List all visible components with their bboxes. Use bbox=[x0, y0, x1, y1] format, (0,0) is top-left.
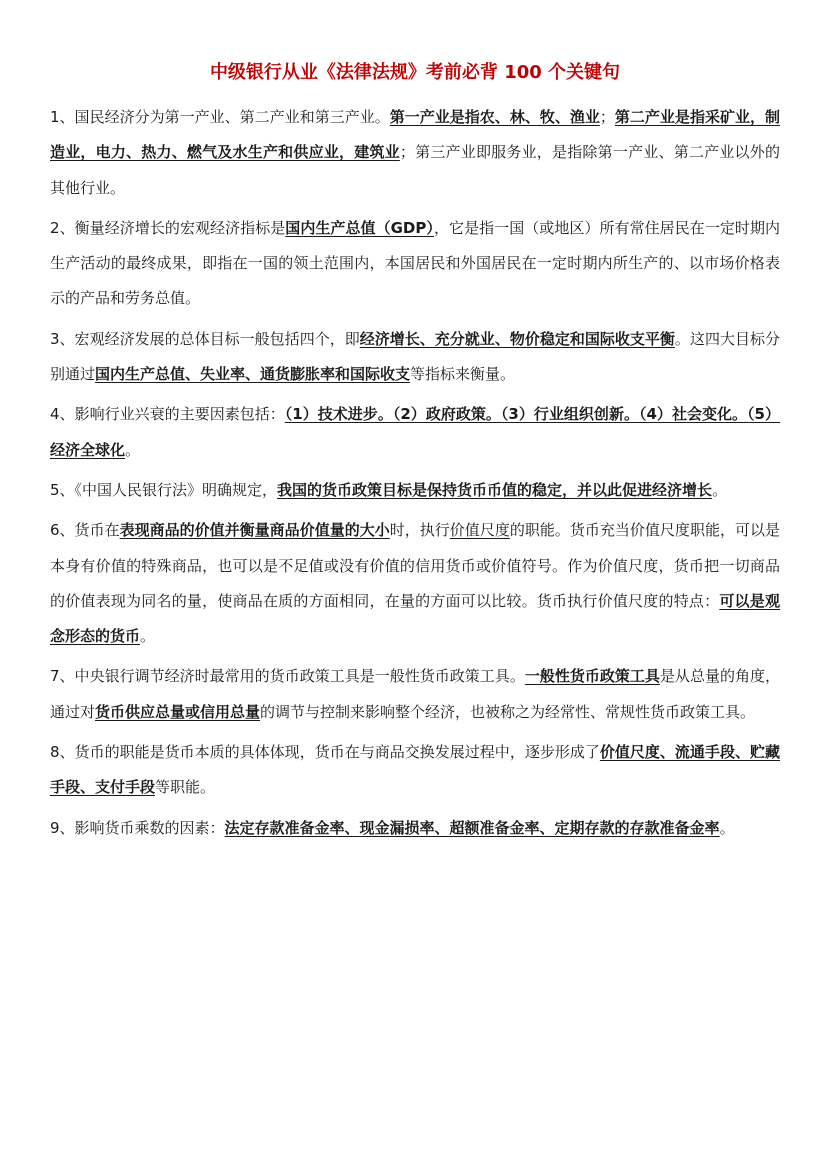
segment: 。 bbox=[719, 818, 735, 837]
segment: 8、货币的职能是货币本质的具体体现，货币在与商品交换发展过程中，逐步形成了 bbox=[50, 743, 600, 762]
segment-emphasis: 经济增长、充分就业、物价稳定和国际收支平衡 bbox=[359, 329, 675, 348]
segment-emphasis: 表现商品的价值并衡量商品价值量的大小 bbox=[119, 521, 390, 540]
segment: 。这四大目标分别通过 bbox=[50, 329, 780, 384]
key-point-6 bbox=[50, 513, 780, 654]
key-point-7 bbox=[50, 659, 780, 730]
key-point-9 bbox=[50, 811, 780, 846]
key-point-2 bbox=[50, 211, 780, 317]
segment: ，它是指一国（或地区）所有常住居民在一定时期内生产活动的最终成果，即指在一国的领土范围内，本国居民和外国居民在一定时期内所生产的、以市场价格表示的产品和劳务总值。 bbox=[50, 218, 781, 308]
segment-emphasis: 一般性货币政策工具 bbox=[524, 667, 660, 686]
segment: 的职能。货币充当价值尺度职能，可以是本身有价值的特殊商品，也可以是不足值或没有价值的信用货币或价值符号。作为价值尺度，货币把一切商品的价值表现为同名的量，使商品在质的方面相同，在量的方面可以比较。货币执行价值尺度的特点： bbox=[50, 521, 780, 610]
segment: 4、影响行业兴衰的主要因素包括： bbox=[50, 405, 285, 424]
segment: 等指标来衡量。 bbox=[410, 365, 516, 384]
segment-underline: 价值尺度 bbox=[449, 521, 510, 540]
segment: 1、国民经济分为第一产业、第二产业和第三产业。 bbox=[50, 108, 390, 126]
segment-emphasis: 国内生产总值、失业率、通货膨胀率和国际收支 bbox=[95, 365, 411, 384]
segment: 9、影响货币乘数的因素： bbox=[50, 818, 225, 837]
segment: 等职能。 bbox=[155, 778, 216, 797]
segment: 7、中央银行调节经济时最常用的货币政策工具是一般性货币政策工具。 bbox=[50, 667, 525, 686]
segment: 2、衡量经济增长的宏观经济指标是 bbox=[50, 218, 286, 237]
segment: 3、宏观经济发展的总体目标一般包括四个，即 bbox=[50, 329, 360, 348]
segment: 的调节与控制来影响整个经济，也被称之为经常性、常规性货币政策工具。 bbox=[260, 702, 756, 721]
segment: 是从总量的角度，通过对 bbox=[50, 667, 780, 721]
segment: 。 bbox=[140, 627, 156, 646]
key-point-4 bbox=[50, 397, 780, 468]
segment: 6、货币在 bbox=[50, 521, 120, 540]
key-point-1 bbox=[50, 100, 780, 206]
segment: 5、《中国人民银行法》明确规定， bbox=[50, 480, 278, 499]
segment: 。 bbox=[125, 440, 141, 459]
segment-emphasis: 可以是观念形态的货币 bbox=[50, 591, 780, 646]
segment-emphasis: 第一产业是指农、林、牧、渔业 bbox=[389, 108, 600, 126]
segment-emphasis: 国内生产总值（GDP） bbox=[285, 218, 434, 237]
segment: ；第三产业即服务业，是指除第一产业、第二产业以外的其他行业。 bbox=[50, 143, 780, 197]
key-point-8 bbox=[50, 735, 780, 806]
segment: ； bbox=[599, 108, 615, 126]
segment-emphasis: 第二产业是指采矿业，制造业，电力、热力、燃气及水生产和供应业，建筑业 bbox=[50, 108, 780, 162]
segment: 。 bbox=[712, 480, 728, 499]
segment-emphasis: 我国的货币政策目标是保持货币币值的稳定，并以此促进经济增长 bbox=[277, 480, 713, 499]
segment-emphasis: （1）技术进步。（2）政府政策。（3）行业组织创新。（4）社会变化。（5）经济全球化 bbox=[50, 405, 780, 459]
segment-emphasis: 法定存款准备金率、现金漏损率、超额准备金率、定期存款的存款准备金率 bbox=[224, 818, 720, 837]
key-point-5 bbox=[50, 473, 780, 508]
segment: 时，执行 bbox=[389, 521, 450, 540]
segment-emphasis: 货币供应总量或信用总量 bbox=[95, 702, 261, 721]
page-title: 中级银行从业《法律法规》考前必背 100 个关键句 bbox=[209, 62, 621, 83]
key-point-3 bbox=[50, 322, 780, 393]
segment-emphasis: 价值尺度、流通手段、贮藏手段、支付手段 bbox=[50, 743, 780, 797]
